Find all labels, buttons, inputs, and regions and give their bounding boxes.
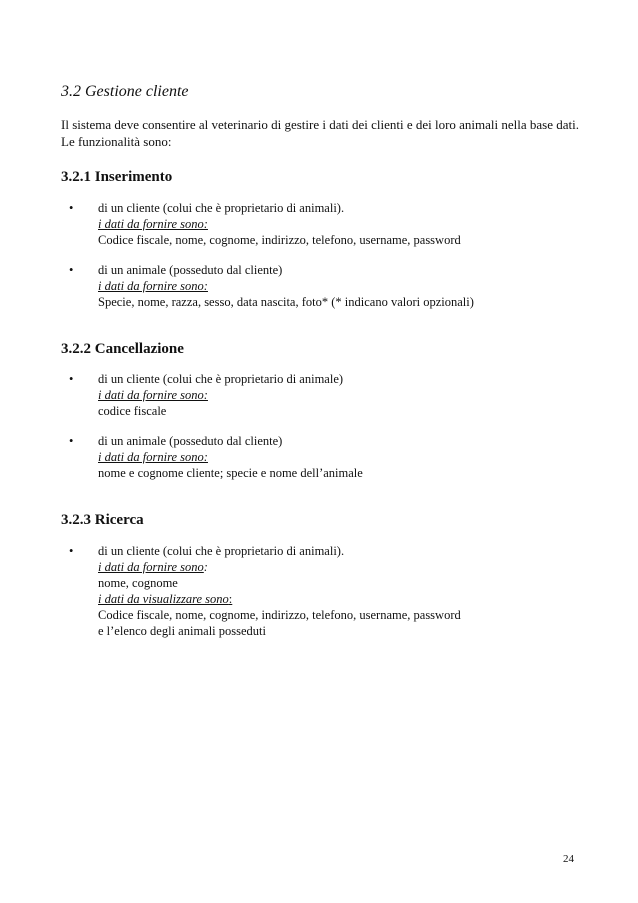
intro-line-1: Il sistema deve consentire al veterinario di gestire i dati dei clienti e dei loro animali nella base dati. bbox=[61, 117, 580, 132]
subsection-title-cancellazione: 3.2.2 Cancellazione bbox=[61, 341, 184, 357]
item-label: i dati da fornire sono: bbox=[98, 217, 208, 231]
item-label2-line bbox=[98, 591, 591, 607]
item-label2-suffix: : bbox=[228, 592, 233, 606]
document-page bbox=[61, 82, 591, 639]
list-item bbox=[61, 200, 591, 248]
item-text: di un animale (posseduto dal cliente) bbox=[98, 263, 283, 277]
list-ricerca bbox=[61, 543, 591, 639]
item-text: di un animale (posseduto dal cliente) bbox=[98, 434, 283, 448]
item-label: i dati da fornire sono bbox=[98, 560, 204, 574]
list-inserimento bbox=[61, 200, 591, 310]
list-cancellazione bbox=[61, 371, 591, 481]
list-item bbox=[61, 262, 591, 310]
section-title: 3.2 Gestione cliente bbox=[61, 83, 189, 100]
bullet-icon: • bbox=[69, 263, 74, 277]
item-value: nome, cognome bbox=[98, 576, 178, 590]
item-value2: Codice fiscale, nome, cognome, indirizzo, telefono, username, password bbox=[98, 608, 461, 622]
section-intro bbox=[61, 116, 591, 150]
subsection-title-inserimento: 3.2.1 Inserimento bbox=[61, 169, 173, 185]
bullet-icon: • bbox=[69, 434, 74, 448]
item-value: nome e cognome cliente; specie e nome dell’animale bbox=[98, 466, 363, 480]
item-label: i dati da fornire sono: bbox=[98, 450, 208, 464]
item-label: i dati da fornire sono: bbox=[98, 279, 208, 293]
item-label-suffix: : bbox=[203, 560, 208, 574]
list-item bbox=[61, 371, 591, 419]
subsection-title-ricerca: 3.2.3 Ricerca bbox=[61, 512, 144, 528]
item-label2: i dati da visualizzare sono bbox=[98, 592, 229, 606]
list-item bbox=[61, 433, 591, 481]
item-value: Specie, nome, razza, sesso, data nascita, foto* (* indicano valori opzionali) bbox=[98, 295, 474, 309]
item-text: di un cliente (colui che è proprietario di animali). bbox=[98, 544, 345, 558]
item-label: i dati da fornire sono: bbox=[98, 388, 208, 402]
list-item bbox=[61, 543, 591, 639]
intro-line-2: Le funzionalità sono: bbox=[61, 134, 172, 149]
page-number: 24 bbox=[563, 853, 574, 865]
item-label-line bbox=[98, 559, 591, 575]
item-value3: e l’elenco degli animali posseduti bbox=[98, 624, 267, 638]
bullet-icon: • bbox=[69, 372, 74, 386]
item-value: Codice fiscale, nome, cognome, indirizzo, telefono, username, password bbox=[98, 233, 461, 247]
bullet-icon: • bbox=[69, 544, 74, 558]
bullet-icon: • bbox=[69, 201, 74, 215]
item-value: codice fiscale bbox=[98, 404, 167, 418]
item-text: di un cliente (colui che è proprietario di animali). bbox=[98, 201, 345, 215]
item-text: di un cliente (colui che è proprietario di animale) bbox=[98, 372, 344, 386]
